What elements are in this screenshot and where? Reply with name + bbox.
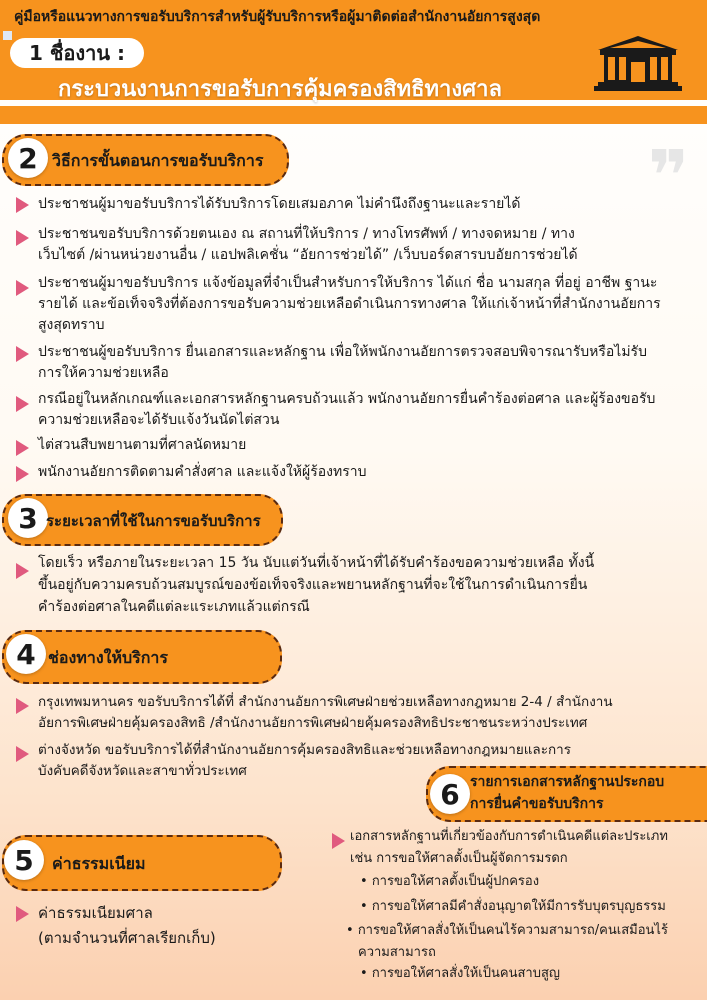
bullet-icon bbox=[16, 906, 29, 922]
courthouse-icon bbox=[594, 34, 682, 92]
bullet-icon bbox=[16, 698, 29, 714]
timeframe-text: โดยเร็ว หรือภายในระยะเวลา 15 วัน นับแต่วันที่เจ้าหน้าที่ได้รับคำร้องขอความช่วยเหลือ ทั้งนี้ ขึ้นอยู่กับความครบถ้วนสมบูรณ์ของข้อเท็จจริงและพยานหลักฐานที่จะใช้ในการดำเนินการยื่น คำร้องต่อศาลในคดีแต่ละแระเภทแล้วแต่กรณี bbox=[38, 555, 595, 615]
service-name: กระบวนงานการขอรับการคุ้มครองสิทธิทางศาล bbox=[58, 77, 502, 102]
procedure-item: ประชาชนผู้มาขอรับบริการได้รับบริการโดยเสมอภาค ไม่คำนึงถึงฐานะและรายได้ bbox=[38, 196, 521, 212]
section-2-title: วิธีการขั้นตอนการขอรับบริการ bbox=[52, 151, 264, 170]
section-6-title: รายการเอกสารหลักฐานประกอบ การยื่นคำขอรับบริการ bbox=[470, 774, 665, 812]
procedure-item: ประชาชนขอรับบริการด้วยตนเอง ณ สถานที่ให้บริการ / ทางโทรศัพท์ / ทางจดหมาย / ทาง เว็บไซต์ /ผ่านหน่วยงานอื่น / แอปพลิเคชั่น “อัยการช่วยได้” /เว็บบอร์ดสารบบอัยการช่วยได้ bbox=[38, 226, 578, 263]
procedure-item: ไต่สวนสืบพยานตามที่ศาลนัดหมาย bbox=[38, 437, 247, 453]
bullet-icon bbox=[16, 197, 29, 213]
section-1-tag: 1 ชื่องาน : bbox=[10, 38, 144, 68]
bullet-icon bbox=[16, 280, 29, 296]
section-6-number: 6 bbox=[430, 774, 470, 814]
document-item: • การขอให้ศาลสั่งให้เป็นคนไร้ความสามารถ/คนเสมือนไร้ ความสามารถ bbox=[346, 923, 668, 960]
service-channel-item: ต่างจังหวัด ขอรับบริการได้ที่สำนักงานอัยการคุ้มครองสิทธิและช่วยเหลือทางกฎหมายและการ บังคับคดีจังหวัดและสาขาทั่วประเทศ bbox=[38, 742, 571, 779]
header-strip bbox=[0, 106, 707, 124]
documents-intro: เอกสารหลักฐานที่เกี่ยวข้องกับการดำเนินคดีแต่ละประเภท เช่น การขอให้ศาลตั้งเป็นผู้จัดการมรดก bbox=[350, 829, 668, 866]
document-item: • การขอให้ศาลมีคำสั่งอนุญาตให้มีการรับบุตรบุญธรรม bbox=[360, 899, 666, 914]
section-4-title: ช่องทางให้บริการ bbox=[48, 648, 168, 667]
bullet-icon bbox=[16, 440, 29, 456]
bullet-icon bbox=[16, 466, 29, 482]
procedure-item: ประชาชนผู้ขอรับบริการ ยื่นเอกสารและหลักฐาน เพื่อให้พนักงานอัยการตรวจสอบพิจารณารับหรือไม่รับ การให้ความช่วยเหลือ bbox=[38, 344, 647, 381]
quote-icon: ❞ bbox=[648, 135, 690, 217]
document-item: • การขอให้ศาลสั่งให้เป็นคนสาบสูญ bbox=[360, 966, 560, 981]
bullet-icon bbox=[16, 563, 29, 579]
bullet-icon bbox=[16, 230, 29, 246]
section-5-title: ค่าธรรมเนียม bbox=[52, 854, 146, 873]
procedure-item: พนักงานอัยการติดตามคำสั่งศาล และแจ้งให้ผู้ร้องทราบ bbox=[38, 464, 367, 480]
document-item: • การขอให้ศาลตั้งเป็นผู้ปกครอง bbox=[360, 874, 540, 889]
procedure-item: กรณีอยู่ในหลักเกณฑ์และเอกสารหลักฐานครบถ้วนแล้ว พนักงานอัยการยื่นคำร้องต่อศาล และผู้ร้องขอรับ ความช่วยเหลือจะได้รับแจ้งวันนัดไต่สวน bbox=[38, 391, 656, 428]
fee-text: ค่าธรรมเนียมศาล (ตามจำนวนที่ศาลเรียกเก็บ) bbox=[38, 904, 216, 947]
bullet-icon bbox=[16, 346, 29, 362]
service-channel-item: กรุงเทพมหานคร ขอรับบริการได้ที่ สำนักงานอัยการพิเศษฝ่ายช่วยเหลือทางกฎหมาย 2-4 / สำนักงาน อัยการพิเศษฝ่ายคุ้มครองสิทธิ /สำนักงานอัยการพิเศษฝ่ายคุ้มครองสิทธิประชาชนระหว่างประเทศ bbox=[38, 694, 613, 731]
corner-square bbox=[3, 31, 12, 40]
section-5-number: 5 bbox=[4, 840, 44, 880]
document-header-title: คู่มือหรือแนวทางการขอรับบริการสำหรับผู้รับบริการหรือผู้มาติดต่อสำนักงานอัยการสูงสุด bbox=[14, 9, 541, 25]
bullet-icon bbox=[16, 396, 29, 412]
bullet-icon bbox=[16, 746, 29, 762]
section-3-title: ระยะเวลาที่ใช้ในการขอรับบริการ bbox=[46, 512, 261, 530]
section-4-number: 4 bbox=[6, 634, 46, 674]
bullet-icon bbox=[332, 833, 345, 849]
section-2-number: 2 bbox=[8, 138, 48, 178]
section-3-number: 3 bbox=[8, 498, 48, 538]
procedure-item: ประชาชนผู้มาขอรับบริการ แจ้งข้อมูลที่จำเป็นสำหรับการให้บริการ ได้แก่ ชื่อ นามสกุล ที่อยู่ อาชีพ ฐานะ รายได้ และข้อเท็จจริงที่ต้องการขอรับความช่วยเหลือดำเนินการทางศาล ให้แก่เจ้าหน้าที่สำนักงานอัยการ สูงสุดทราบ bbox=[38, 275, 661, 333]
